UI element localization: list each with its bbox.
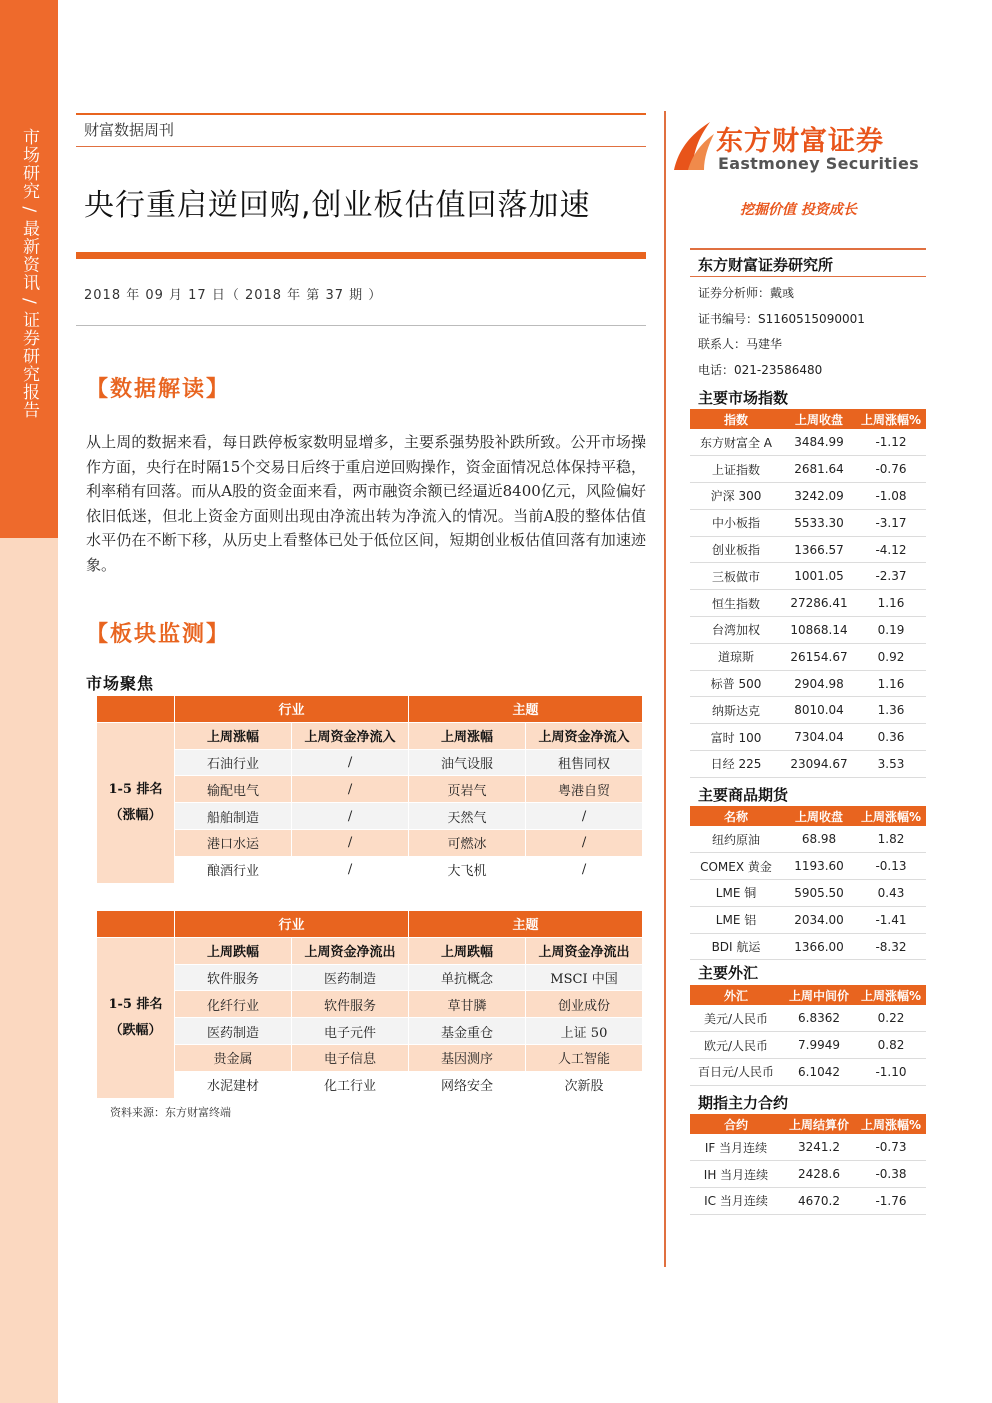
table-cell: 3242.09 [782,483,856,510]
column-header: 上周结算价 [782,1114,856,1134]
table-cell: 道琼斯 [690,643,782,670]
table-row [690,906,926,933]
issue-date: 2018 年 09 月 17 日（ 2018 年 第 37 期 ） [84,288,383,303]
analyst-info: 证券分析师：戴彧 [698,286,795,300]
table-cell: 基金重仓 [409,1018,526,1045]
table-row [690,563,926,590]
table-cell: 页岩气 [409,776,526,803]
indices-table [690,409,926,778]
table-cell: 1366.00 [782,933,856,960]
table-cell: 27286.41 [782,590,856,617]
table-cell: -1.08 [856,483,926,510]
institute-name: 东方财富证券研究所 [698,256,834,274]
table-cell: 3.53 [856,751,926,778]
brand-name-en: Eastmoney Securities [718,154,919,173]
table-row [690,1161,926,1188]
table-cell: -0.13 [856,853,926,880]
table-cell: 7.9949 [782,1032,856,1059]
table-cell: -4.12 [856,536,926,563]
brand-name-cn: 东方财富证券 [716,126,884,157]
table-cell: 电子信息 [292,1044,409,1071]
side-band [0,0,58,1403]
table-cell: 1.16 [856,670,926,697]
table-row [690,509,926,536]
group-header-theme: 主题 [409,696,643,723]
section-heading-sector-monitor: 【板块监测】 [86,621,231,647]
loss-ranking-table [96,910,643,1099]
table-row [97,1018,643,1045]
table-cell: 创业成份 [526,991,643,1018]
table-cell: 租售同权 [526,749,643,776]
table-cell: 三板做市 [690,563,782,590]
table-cell: 0.22 [856,1005,926,1032]
table-row [690,1188,926,1215]
sub-header: 上周资金净流出 [292,937,409,964]
table-row [690,880,926,907]
contact-info: 联系人：马建华 [698,337,783,351]
table-cell: 68.98 [782,826,856,853]
gain-ranking-table [96,695,643,884]
institute-rule [690,248,926,250]
table-cell: 3241.2 [782,1134,856,1161]
sub-header: 上周资金净流入 [526,722,643,749]
table-cell: 化纤行业 [175,991,292,1018]
table-cell: 船舶制造 [175,803,292,830]
table-row [690,590,926,617]
table-row [690,1059,926,1086]
table-cell: 4670.2 [782,1188,856,1215]
table-cell: 0.43 [856,880,926,907]
table-cell: LME 铜 [690,880,782,907]
table-row [690,483,926,510]
table-cell: 2681.64 [782,456,856,483]
futures-title: 期指主力合约 [698,1094,789,1112]
sub-header: 上周涨幅 [175,722,292,749]
column-header: 上周涨幅% [856,409,926,429]
table-cell: 电子元件 [292,1018,409,1045]
row-label-rank: 1-5 排名 [108,996,163,1012]
table-cell: / [526,856,643,883]
table-cell: 6.8362 [782,1005,856,1032]
table-cell: 0.82 [856,1032,926,1059]
table-cell: 1366.57 [782,536,856,563]
table-cell: IH 当月连续 [690,1161,782,1188]
commodities-table [690,806,926,960]
table-cell: 上证 50 [526,1018,643,1045]
phone-info: 电话：021-23586480 [698,363,823,377]
table-row [690,536,926,563]
table-row [690,617,926,644]
fx-title: 主要外汇 [698,964,759,982]
row-label [97,937,175,1098]
table-cell: 粤港自贸 [526,776,643,803]
group-header-theme: 主题 [409,911,643,938]
table-cell: -0.38 [856,1161,926,1188]
row-label-rank: 1-5 排名 [108,781,163,797]
table-row [690,751,926,778]
table-row [690,933,926,960]
table-cell: BDI 航运 [690,933,782,960]
table-cell: 百日元/人民币 [690,1059,782,1086]
side-band-text: 市场研究 / 最新资讯 / 证券研究报告 [19,128,39,420]
table-cell: 1001.05 [782,563,856,590]
table-cell: -8.32 [856,933,926,960]
row-label-type: （涨幅） [109,807,162,823]
table-cell: 水泥建材 [175,1071,292,1098]
table-cell: -3.17 [856,509,926,536]
table-cell: 贵金属 [175,1044,292,1071]
table-cell: 化工行业 [292,1071,409,1098]
table-cell: 油气设服 [409,749,526,776]
table-corner [97,911,175,938]
title-bar [76,252,646,259]
table-cell: 沪深 300 [690,483,782,510]
column-header: 上周涨幅% [856,1114,926,1134]
commodities-title: 主要商品期货 [698,786,789,804]
brand-slogan: 挖掘价值 投资成长 [740,202,857,218]
table-row [690,1005,926,1032]
table-cell: 26154.67 [782,643,856,670]
table-cell: / [292,829,409,856]
table-cell: -2.37 [856,563,926,590]
group-header-industry: 行业 [175,911,409,938]
table-cell: 次新股 [526,1071,643,1098]
table-cell: 0.36 [856,724,926,751]
table-row [97,991,643,1018]
table-cell: / [292,749,409,776]
table-cell: 7304.04 [782,724,856,751]
table-cell: 5533.30 [782,509,856,536]
table-cell: 纽约原油 [690,826,782,853]
table-cell: 1.82 [856,826,926,853]
table-cell: 草甘膦 [409,991,526,1018]
table-cell: 23094.67 [782,751,856,778]
certificate-info: 证书编号：S1160515090001 [698,312,865,326]
table-cell: 东方财富全 A [690,429,782,456]
table-cell: 网络安全 [409,1071,526,1098]
table-cell: 日经 225 [690,751,782,778]
table-header-row [690,985,926,1005]
table-cell: 纳斯达克 [690,697,782,724]
table-cell: 中小板指 [690,509,782,536]
table-header-row [690,806,926,826]
table-row [690,643,926,670]
sub-header: 上周资金净流入 [292,722,409,749]
table-cell: 创业板指 [690,536,782,563]
table-cell: LME 铝 [690,906,782,933]
table-cell: 标普 500 [690,670,782,697]
table-cell: -1.41 [856,906,926,933]
table-row [97,856,643,883]
table-row [690,853,926,880]
table-cell: IC 当月连续 [690,1188,782,1215]
table-cell: 1.36 [856,697,926,724]
table-header-row [690,1114,926,1134]
table-cell: 医药制造 [292,964,409,991]
table-cell: / [292,803,409,830]
header-rule [76,113,646,115]
table-cell: 基因测序 [409,1044,526,1071]
table-row [97,803,643,830]
table-header-row [690,409,926,429]
table-cell: 6.1042 [782,1059,856,1086]
table-row [690,429,926,456]
table-cell: 2428.6 [782,1161,856,1188]
row-label-type: （跌幅） [109,1022,162,1038]
table-cell: / [292,776,409,803]
column-header: 指数 [690,409,782,429]
date-rule [76,325,646,326]
table-cell: 恒生指数 [690,590,782,617]
table-cell: COMEX 黄金 [690,853,782,880]
table-cell: 富时 100 [690,724,782,751]
table-row [97,1071,643,1098]
table-cell: 医药制造 [175,1018,292,1045]
institute-rule-bottom [690,276,926,277]
table-cell: 3484.99 [782,429,856,456]
sub-header: 上周涨幅 [409,722,526,749]
table-row [690,724,926,751]
table-row [690,1134,926,1161]
column-divider [664,111,666,1267]
table-cell: 上证指数 [690,456,782,483]
indices-title: 主要市场指数 [698,389,789,407]
table-row [97,964,643,991]
table-row [97,1044,643,1071]
table-corner [97,696,175,723]
table-row [690,456,926,483]
table-cell: / [292,856,409,883]
table-row [690,670,926,697]
column-header: 上周中间价 [782,985,856,1005]
table-cell: -0.76 [856,456,926,483]
table-cell: 1.16 [856,590,926,617]
table-cell: 1193.60 [782,853,856,880]
market-focus-label: 市场聚焦 [86,674,155,693]
table-row [690,697,926,724]
table-cell: 8010.04 [782,697,856,724]
table-cell: 0.19 [856,617,926,644]
table-cell: 欧元/人民币 [690,1032,782,1059]
table-cell: 港口水运 [175,829,292,856]
column-header: 上周收盘 [782,806,856,826]
table-cell: 台湾加权 [690,617,782,644]
source-note: 资料来源：东方财富终端 [110,1106,231,1119]
sub-header: 上周跌幅 [175,937,292,964]
table-cell: 天然气 [409,803,526,830]
fx-table [690,985,926,1086]
header-thin-rule [76,146,646,147]
table-cell: 石油行业 [175,749,292,776]
table-cell: 输配电气 [175,776,292,803]
table-cell: / [526,829,643,856]
sub-header: 上周资金净流出 [526,937,643,964]
table-cell: 0.92 [856,643,926,670]
table-cell: -1.10 [856,1059,926,1086]
table-cell: -1.76 [856,1188,926,1215]
table-cell: 单抗概念 [409,964,526,991]
table-row [690,1032,926,1059]
column-header: 名称 [690,806,782,826]
journal-name: 财富数据周刊 [84,121,175,139]
column-header: 合约 [690,1114,782,1134]
table-cell: 10868.14 [782,617,856,644]
table-cell: MSCI 中国 [526,964,643,991]
futures-table [690,1114,926,1215]
row-label [97,722,175,883]
table-cell: / [526,803,643,830]
table-row [97,776,643,803]
column-header: 上周涨幅% [856,806,926,826]
table-cell: 2034.00 [782,906,856,933]
table-cell: 5905.50 [782,880,856,907]
brand-logo-icon [670,118,716,172]
table-cell: 酿酒行业 [175,856,292,883]
sub-header: 上周跌幅 [409,937,526,964]
table-cell: 美元/人民币 [690,1005,782,1032]
table-row [690,826,926,853]
table-cell: 2904.98 [782,670,856,697]
table-cell: 人工智能 [526,1044,643,1071]
table-row [97,749,643,776]
table-cell: 软件服务 [175,964,292,991]
table-cell: -0.73 [856,1134,926,1161]
group-header-industry: 行业 [175,696,409,723]
table-cell: 大飞机 [409,856,526,883]
data-interpretation-paragraph: 从上周的数据来看，每日跌停板家数明显增多，主要系强势股补跌所致。公开市场操作方面，央行在时隔15个交易日后终于重启逆回购操作，资金面情况总体保持平稳，利率稍有回落。而从A股的资金面来看，两市融资余额已经逼近8400亿元，风险偏好依旧低迷，但北上资金方面则出现由净流出转为净流入的情况。当前A股的整体估值水平仍在不断下移，从历史上看整体已处于低位区间，短期创业板估值回落有加速迹象。 [86,433,646,574]
page-title: 央行重启逆回购,创业板估值回落加速 [84,188,591,223]
table-row [97,829,643,856]
section-heading-data-interpretation: 【数据解读】 [86,376,231,402]
column-header: 上周收盘 [782,409,856,429]
column-header: 上周涨幅% [856,985,926,1005]
column-header: 外汇 [690,985,782,1005]
table-cell: -1.12 [856,429,926,456]
table-cell: 软件服务 [292,991,409,1018]
table-cell: 可燃冰 [409,829,526,856]
table-cell: IF 当月连续 [690,1134,782,1161]
